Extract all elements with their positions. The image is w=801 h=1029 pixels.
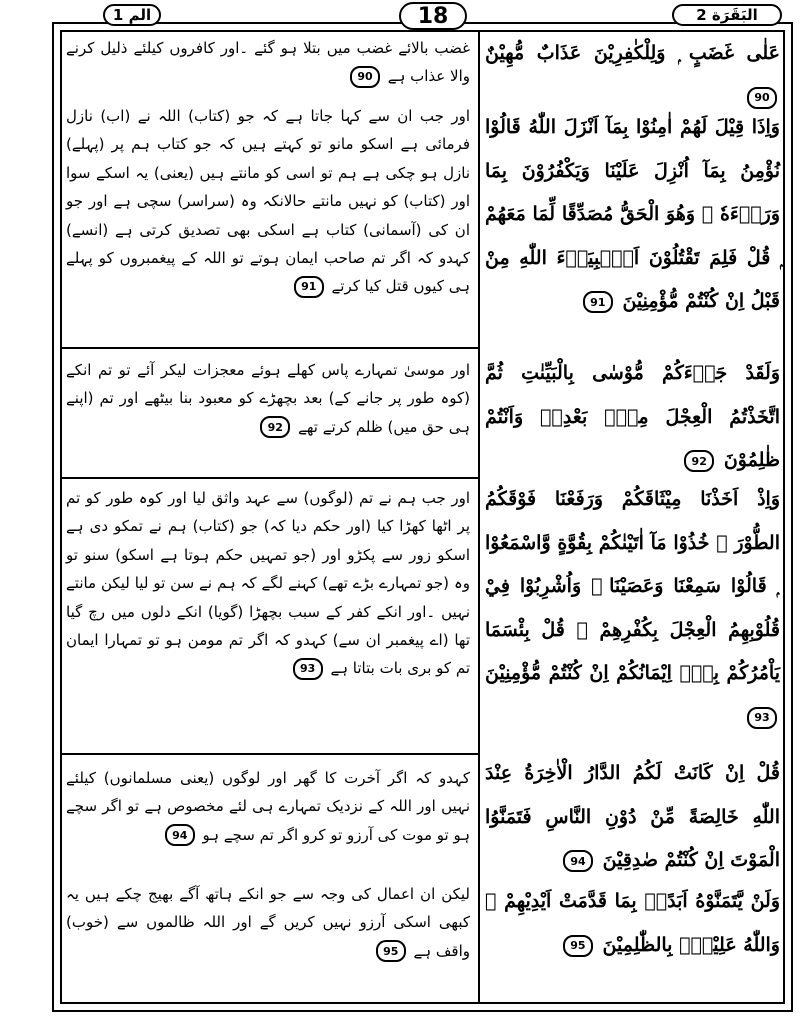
verse-number-badge: 94	[165, 824, 195, 846]
urdu-translation-block	[66, 34, 470, 100]
verse-number-badge: 90	[350, 66, 380, 88]
arabic-verse-block	[485, 752, 780, 876]
page-number: 18	[399, 2, 467, 30]
arabic-verse-text: وَلَنْ يَّتَمَنَّوْهُ اَبَدًاۢ بِمَا قَدَّمَتْ اَيْدِيْهِمْ ۭ وَاللّٰهُ عَلِيْمٌۢ بِالظّٰلِمِيْنَ	[485, 890, 780, 956]
arabic-verse-block	[485, 880, 780, 970]
arabic-verse-block	[485, 106, 780, 346]
urdu-translation-text: لیکن ان اعمال کی وجہ سے جو انکے ہاتھ آگے بھیج چکے ہیں یہ کبھی اسکی آرزو نہیں کریں گے اور اللہ ظالموں سے (خوب) واقف ہے	[66, 885, 470, 960]
urdu-translation-text: اور جب ہم نے تم (لوگوں) سے عہد واثق لیا اور کوہ طور کو تم پر اٹھا کھڑا کیا (اور حکم دیا کہ) جو (کتاب) ہم نے تمکو دی ہے اسکو زور سے پکڑو اور (جو تمہیں حکم ہوتا ہے اسکو) سنو تو وہ (جو تمہارے بڑے تھے) کہنے لگے کہ ہم نے سن تو لیا لیکن مانتے نہیں ۔اور انکے کفر کے سبب بچھڑا (گویا) انکے دلوں میں رچ گیا تھا (اے پیغمبر ان سے) کہدو کہ اگر تم مومن ہو تو تمہارا ایمان تم کو بری بات بتاتا ہے	[66, 489, 470, 678]
verse-number-badge: 95	[376, 940, 406, 962]
verse-number-badge: 93	[293, 658, 323, 680]
arabic-verse-text: وَاِذَا قِيْلَ لَھُمْ اٰمِنُوْا بِمَآ اَنْزَلَ اللّٰهُ قَالُوْا نُؤْمِنُ بِمَآ اُنْزِلَ عَلَيْنَا وَيَكْفُرُوْنَ بِمَا وَرَاۗءَهٗ ۤ وَھُوَ الْحَقُّ مُصَدِّقًا لِّمَا مَعَھُمْ ۭ قُلْ فَلِمَ تَقْتُلُوْنَ اَنْۢبِيَاۗءَ اللّٰهِ مِنْ قَبْلُ اِنْ كُنْتُمْ مُّؤْمِنِيْنَ	[485, 116, 780, 312]
arabic-verse-block	[485, 32, 780, 104]
verse-number-badge: 92	[260, 416, 290, 438]
urdu-translation-text: اور موسیٰ تمہارے پاس کھلے ہوئے معجزات لیکر آئے تو تم انکے (کوہ طور پر جانے کے) بعد بچھڑے کو معبود بنا بیٹھے اور تم (اپنے ہی حق میں) ظلم کرتے تھے	[66, 361, 470, 436]
verse-number-badge: 92	[684, 450, 714, 472]
urdu-translation-block	[66, 764, 470, 878]
verse-number-badge: 90	[747, 87, 777, 109]
arabic-verse-block	[485, 352, 780, 476]
arabic-verse-text: عَلٰى غَضَبٍ ۭ وَلِلْكٰفِرِيْنَ عَذَابٌ مُّهِيْنٌ	[485, 42, 780, 64]
urdu-translation-block	[66, 880, 470, 980]
urdu-separator-1	[60, 347, 480, 349]
urdu-separator-3	[60, 753, 480, 755]
verse-number-badge: 94	[563, 850, 593, 872]
urdu-translation-text: اور جب ان سے کہا جاتا ہے کہ جو (کتاب) اللہ نے (اب) نازل فرمائی ہے اسکو مانو تو کہتے ہیں کہ جو کتاب ہم پر (پہلے) نازل ہو چکی ہے ہم تو اسی کو مانتے ہیں (یعنی) یہ اسکے سوا اور (کتاب) کو نہیں مانتے حالانکہ وہ (سراسر) سچی ہے اور جو ان کی (آسمانی) کتاب ہے اسکی بھی تصدیق کرتی ہے (انسے) کہدو کہ اگر تم صاحب ایمان ہوتے تو اللہ کے پیغمبروں کو پہلے ہی کیوں قتل کیا کرتے	[66, 107, 470, 296]
urdu-translation-block	[66, 484, 470, 746]
verse-number-badge: 91	[294, 276, 324, 298]
urdu-translation-block	[66, 356, 470, 474]
column-divider	[478, 30, 480, 1004]
verse-number-badge: 95	[563, 935, 593, 957]
verse-number-badge: 91	[583, 291, 613, 313]
surah-label: البَقَرَة 2	[672, 4, 782, 26]
urdu-translation-block	[66, 102, 470, 342]
arabic-verse-text: قُلْ اِنْ كَانَتْ لَكُمُ الدَّارُ الْاٰخِرَةُ عِنْدَ اللّٰهِ خَالِصَةً مِّنْ دُوْنِ النَّاسِ فَتَمَنَّوُا الْمَوْتَ اِنْ كُنْتُمْ صٰدِقِيْنَ	[485, 762, 780, 871]
arabic-verse-text: وَاِذْ اَخَذْنَا مِيْثَاقَكُمْ وَرَفَعْنَا فَوْقَكُمُ الطُّوْرَ ۭ خُذُوْا مَآ اٰتَيْنٰكُمْ بِقُوَّةٍ وَّاسْمَعُوْا ۭ قَالُوْا سَمِعْنَا وَعَصَيْنَا ۤ وَاُشْرِبُوْا فِيْ قُلُوْبِهِمُ الْعِجْلَ بِكُفْرِهِمْ ۭ قُلْ بِئْسَمَا يَاْمُرُكُمْ بِهٖٓ اِيْمَانُكُمْ اِنْ كُنْتُمْ مُّؤْمِنِيْنَ	[485, 488, 780, 684]
urdu-translation-text: غضب بالائے غضب میں بتلا ہو گئے ۔اور کافروں کیلئے ذلیل کرنے والا عذاب ہے	[66, 39, 470, 86]
urdu-translation-text: کہدو کہ اگر آخرت کا گھر اور لوگوں (یعنی مسلمانوں) کیلئے نہیں اور اللہ کے نزدیک تمہارے ہی لئے مخصوص ہے تو اگر سچے ہو تو موت کی آرزو تو کرو اگر تم سچے ہو	[66, 769, 470, 844]
arabic-verse-block	[485, 478, 780, 740]
juz-label: الم 1	[103, 4, 161, 26]
urdu-separator-2	[60, 477, 480, 479]
arabic-verse-text: وَلَقَدْ جَاۗءَكُمْ مُّوْسٰى بِالْبَيِّنٰتِ ثُمَّ اتَّخَذْتُمُ الْعِجْلَ مِنْۢ بَعْدِهٖ وَاَنْتُمْ ظٰلِمُوْنَ	[485, 362, 780, 471]
verse-number-badge: 93	[747, 707, 777, 729]
